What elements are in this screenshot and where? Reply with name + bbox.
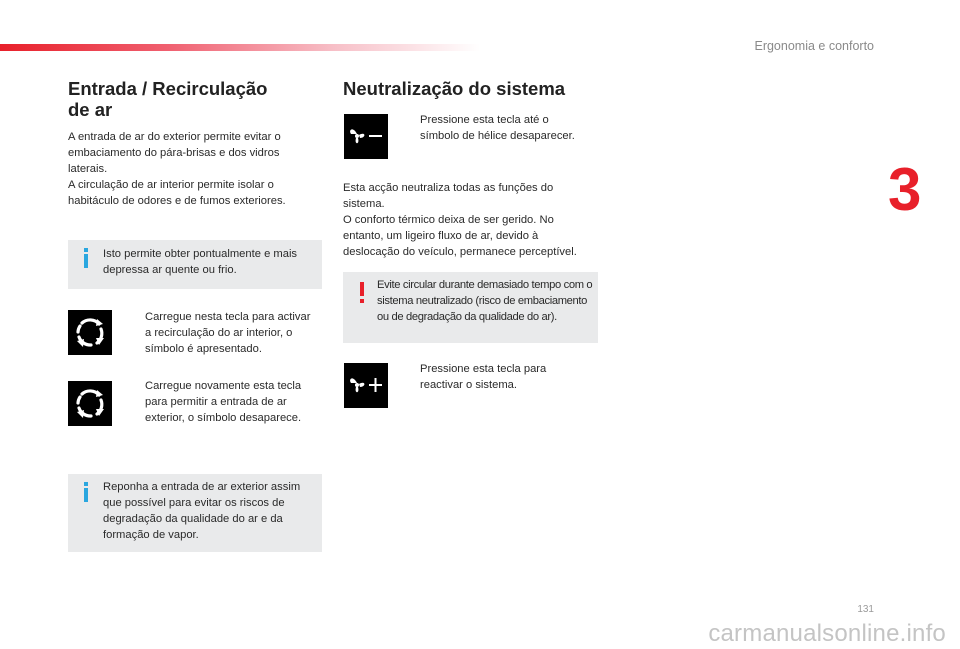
fan-plus-icon (344, 363, 388, 408)
recirculation-icon (68, 381, 112, 426)
recirculation-key (68, 310, 112, 355)
info-box-quick-temp (68, 240, 322, 289)
warning-box-neutralized (343, 272, 598, 343)
text-line: degradação da qualidade do ar e da (103, 513, 283, 525)
heading-line: Entrada / Recirculação (68, 78, 268, 99)
text-line: Pressione esta tecla até o (420, 114, 549, 126)
heading-air-intake (68, 78, 267, 120)
step-neutralize (420, 112, 620, 144)
text-line: Isto permite obter pontualmente e mais (103, 248, 298, 260)
text-line: exterior, o símbolo desaparece. (145, 412, 302, 424)
fan-minus-icon (344, 114, 388, 159)
text-line: formação de vapor. (103, 529, 199, 541)
fan-off-key (344, 114, 388, 159)
step-activate-recirculation (145, 309, 330, 357)
text-line: sistema. (343, 198, 385, 210)
text-line: para permitir a entrada de ar (145, 396, 287, 408)
text-line: Carregue novamente esta tecla (145, 380, 302, 392)
warning-icon (360, 282, 364, 296)
text-line: habitáculo de odores e de fumos exteriores. (68, 195, 286, 207)
text-line: sistema neutralizado (risco de embaciamento (377, 295, 588, 307)
text-line: Carregue nesta tecla para activar (145, 311, 311, 323)
watermark-text: carmanualsonline.info (708, 620, 946, 647)
text-line: depressa ar quente ou frio. (103, 264, 237, 276)
info-icon (84, 488, 88, 502)
text-line: Pressione esta tecla para (420, 363, 547, 375)
text-line: deslocação do veículo, permanece perceptível. (343, 246, 577, 258)
text-line: Esta acção neutraliza todas as funções do (343, 182, 554, 194)
warning-text (377, 277, 592, 325)
text-line: ou de degradação da qualidade do ar). (377, 311, 557, 323)
text-line: a recirculação do ar interior, o (145, 327, 293, 339)
info-box-air-quality (68, 474, 322, 552)
text-line: que possível para evitar os riscos de (103, 497, 285, 509)
neutralization-paragraph (343, 180, 613, 260)
header-accent-bar (0, 44, 480, 51)
heading-system-neutralization: Neutralização do sistema (343, 78, 566, 99)
page-number: 131 (857, 604, 874, 615)
text-line: A circulação de ar interior permite isolar o (68, 179, 274, 191)
info-text (103, 246, 297, 278)
fan-on-key (344, 363, 388, 408)
section-title: Ergonomia e conforto (754, 39, 874, 53)
text-line: Evite circular durante demasiado tempo com o (377, 279, 593, 291)
chapter-number: 3 (888, 156, 922, 223)
text-line: Reponha a entrada de ar exterior assim (103, 481, 301, 493)
step-reactivate (420, 361, 620, 393)
recirculation-icon (68, 310, 112, 355)
text-line: reactivar o sistema. (420, 379, 517, 391)
heading-line: de ar (68, 99, 113, 120)
text-line: símbolo é apresentado. (145, 343, 262, 355)
text-line: O conforto térmico deixa de ser gerido. No (343, 214, 554, 226)
intro-paragraph (68, 129, 328, 209)
info-icon (84, 254, 88, 268)
text-line: A entrada de ar do exterior permite evitar o (68, 131, 281, 143)
step-exterior-air (145, 378, 330, 426)
text-line: entanto, um ligeiro fluxo de ar, devido à (343, 230, 539, 242)
text-line: símbolo de hélice desaparecer. (420, 130, 575, 142)
info-text (103, 479, 300, 543)
recirculation-key (68, 381, 112, 426)
text-line: embaciamento do pára-brisas e dos vidros (68, 147, 280, 159)
text-line: laterais. (68, 163, 108, 175)
